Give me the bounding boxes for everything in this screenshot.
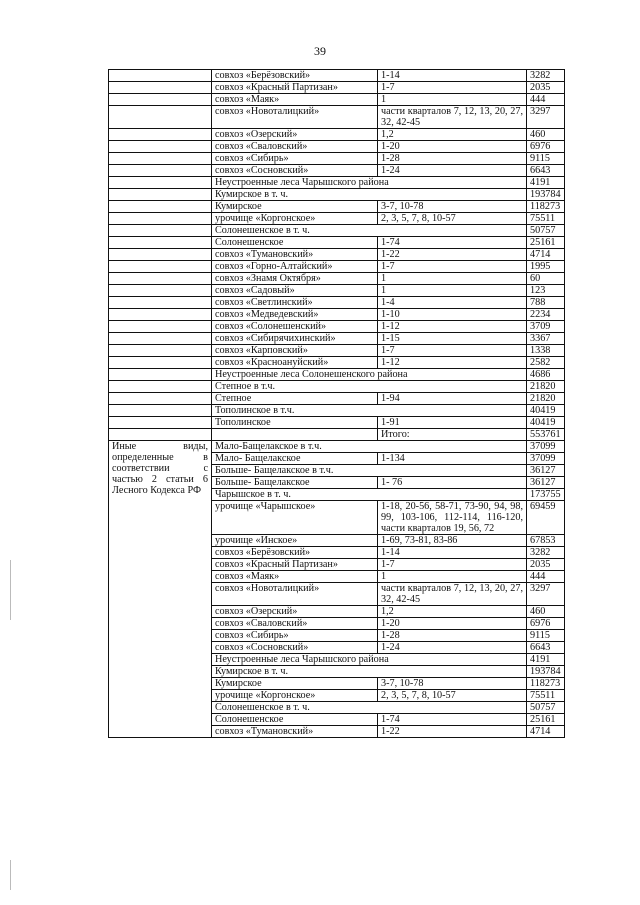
area-cell: 193784 [527,189,565,201]
quarters-cell: 1- 76 [378,477,527,489]
quarters-cell: 1-74 [378,714,527,726]
category-cell [109,261,212,273]
category-cell [109,405,212,417]
table-row [109,357,565,369]
area-cell: 75511 [527,213,565,225]
forest-name-cell: совхоз «Сибирь» [212,630,378,642]
category-cell [109,70,212,82]
area-cell: 50757 [527,225,565,237]
quarters-cell: части кварталов 7, 12, 13, 20, 27, 32, 42-45 [378,106,527,129]
area-cell: 2035 [527,82,565,94]
category-cell [109,417,212,429]
area-cell: 1338 [527,345,565,357]
forest-name-cell: совхоз «Маяк» [212,571,378,583]
table-row [109,82,565,94]
category-cell [109,177,212,189]
quarters-cell: 1 [378,94,527,106]
quarters-cell: 1-15 [378,333,527,345]
table-row [109,189,565,201]
forest-name-cell: совхоз «Сваловский» [212,618,378,630]
quarters-cell: 1-74 [378,237,527,249]
area-cell: 9115 [527,630,565,642]
area-cell: 3297 [527,583,565,606]
forest-name-cell: совхоз «Красноануйский» [212,357,378,369]
quarters-cell: 1-20 [378,141,527,153]
area-cell: 460 [527,129,565,141]
table-row [109,177,565,189]
table-row [109,225,565,237]
quarters-cell: 1-10 [378,309,527,321]
forest-name-cell: совхоз «Сибирячихинский» [212,333,378,345]
forest-name-cell: совхоз «Сваловский» [212,141,378,153]
category-cell [109,357,212,369]
category-cell [109,94,212,106]
forest-name-cell: совхоз «Садовый» [212,285,378,297]
table-row [109,70,565,82]
forest-name-cell: Кумирское в т. ч. [212,666,527,678]
category-cell [109,333,212,345]
forest-name-cell: Чарышское в т. ч. [212,489,527,501]
area-cell: 40419 [527,405,565,417]
forest-name-cell: совхоз «Озерский» [212,606,378,618]
area-cell: 1995 [527,261,565,273]
forest-name-cell: Неустроенные леса Чарышского района [212,654,527,666]
forest-name-cell: совхоз «Тумановский» [212,249,378,261]
forest-name-cell: совхоз «Озерский» [212,129,378,141]
table-row [109,393,565,405]
area-cell: 553761 [527,429,565,441]
quarters-cell: 1-22 [378,249,527,261]
area-cell: 21820 [527,381,565,393]
quarters-cell: 1-7 [378,261,527,273]
category-cell [109,273,212,285]
forest-name-cell: Кумирское [212,201,378,213]
quarters-cell: 1-91 [378,417,527,429]
table-row [109,153,565,165]
quarters-cell: 1-7 [378,345,527,357]
area-cell: 6643 [527,165,565,177]
table-row [109,201,565,213]
forest-name-cell: урочище «Инское» [212,535,378,547]
forest-name-cell: совхоз «Красный Партизан» [212,82,378,94]
table-row [109,345,565,357]
table-row [109,321,565,333]
category-cell [109,82,212,94]
area-cell: 193784 [527,666,565,678]
table-row [109,273,565,285]
forest-name-cell: урочище «Коргонское» [212,690,378,702]
area-cell: 3297 [527,106,565,129]
area-cell: 444 [527,94,565,106]
area-cell: 123 [527,285,565,297]
table-row [109,441,565,453]
table-row [109,297,565,309]
category-cell [109,213,212,225]
area-cell: 3282 [527,547,565,559]
forest-name-cell: Солонешенское [212,237,378,249]
quarters-cell: 1-7 [378,82,527,94]
quarters-cell: 1-24 [378,165,527,177]
area-cell: 173755 [527,489,565,501]
area-cell: 118273 [527,201,565,213]
category-cell [109,345,212,357]
category-cell [109,309,212,321]
category-cell [109,369,212,381]
scan-artifact [10,560,11,620]
area-cell: 118273 [527,678,565,690]
table-row [109,213,565,225]
forest-name-cell: совхоз «Медведевский» [212,309,378,321]
area-cell: 40419 [527,417,565,429]
forest-name-cell: Солонешенское в т. ч. [212,702,527,714]
forest-name-cell: Больше- Бащелакское [212,477,378,489]
category-cell [109,141,212,153]
category-cell [109,297,212,309]
forest-name-cell: Степное [212,393,378,405]
forest-name-cell: Солонешенское в т. ч. [212,225,527,237]
category-cell [109,321,212,333]
forest-table [108,69,565,738]
category-cell [109,285,212,297]
quarters-cell: 1-14 [378,547,527,559]
area-cell: 2234 [527,309,565,321]
quarters-cell: Итого: [378,429,527,441]
quarters-cell: 1-14 [378,70,527,82]
area-cell: 3282 [527,70,565,82]
table-row [109,285,565,297]
area-cell: 3367 [527,333,565,345]
area-cell: 25161 [527,714,565,726]
area-cell: 36127 [527,465,565,477]
forest-name-cell [212,429,378,441]
quarters-cell: 1 [378,273,527,285]
table-row [109,106,565,129]
table-row [109,381,565,393]
area-cell: 9115 [527,153,565,165]
category-cell [109,129,212,141]
table-row [109,141,565,153]
table-row [109,369,565,381]
scan-artifact [10,860,11,890]
forest-name-cell: совхоз «Карповский» [212,345,378,357]
forest-name-cell: совхоз «Сосновский» [212,642,378,654]
quarters-cell: 1,2 [378,606,527,618]
area-cell: 788 [527,297,565,309]
forest-name-cell: Кумирское [212,678,378,690]
category-cell [109,165,212,177]
table-row [109,309,565,321]
quarters-cell: 1-69, 73-81, 83-86 [378,535,527,547]
quarters-cell: 1-12 [378,357,527,369]
forest-name-cell: совхоз «Сосновский» [212,165,378,177]
area-cell: 460 [527,606,565,618]
quarters-cell: 2, 3, 5, 7, 8, 10-57 [378,213,527,225]
forest-name-cell: Неустроенные леса Чарышского района [212,177,527,189]
forest-name-cell: урочище «Коргонское» [212,213,378,225]
table-row [109,237,565,249]
table-row [109,249,565,261]
quarters-cell: 3-7, 10-78 [378,201,527,213]
forest-name-cell: совхоз «Берёзовский» [212,547,378,559]
category-cell [109,106,212,129]
quarters-cell: 2, 3, 5, 7, 8, 10-57 [378,690,527,702]
table-row [109,333,565,345]
quarters-cell: 1-94 [378,393,527,405]
area-cell: 67853 [527,535,565,547]
forest-name-cell: совхоз «Знамя Октября» [212,273,378,285]
area-cell: 36127 [527,477,565,489]
area-cell: 4686 [527,369,565,381]
forest-name-cell: совхоз «Новоталицкий» [212,106,378,129]
forest-name-cell: Тополинское в т.ч. [212,405,527,417]
area-cell: 2035 [527,559,565,571]
category-cell [109,201,212,213]
forest-name-cell: совхоз «Тумановский» [212,726,378,738]
area-cell: 2582 [527,357,565,369]
forest-name-cell: Мало-Бащелакское в т.ч. [212,441,527,453]
area-cell: 3709 [527,321,565,333]
category-cell [109,429,212,441]
area-cell: 444 [527,571,565,583]
area-cell: 75511 [527,690,565,702]
forest-name-cell: совхоз «Красный Партизан» [212,559,378,571]
quarters-cell: 1-12 [378,321,527,333]
area-cell: 4191 [527,654,565,666]
forest-name-cell: совхоз «Солонешенский» [212,321,378,333]
quarters-cell: 1-4 [378,297,527,309]
forest-name-cell: совхоз «Сибирь» [212,153,378,165]
forest-name-cell: совхоз «Горно-Алтайский» [212,261,378,273]
page-number: 39 [314,44,326,58]
forest-name-cell: совхоз «Светлинский» [212,297,378,309]
quarters-cell: 3-7, 10-78 [378,678,527,690]
quarters-cell: 1-22 [378,726,527,738]
table-row [109,417,565,429]
quarters-cell: 1-20 [378,618,527,630]
forest-name-cell: совхоз «Маяк» [212,94,378,106]
quarters-cell: 1-7 [378,559,527,571]
forest-name-cell: Степное в т.ч. [212,381,527,393]
forest-name-cell: совхоз «Берёзовский» [212,70,378,82]
table-row [109,261,565,273]
quarters-cell: 1-24 [378,642,527,654]
table-row [109,165,565,177]
table-row [109,94,565,106]
forest-name-cell: Кумирское в т. ч. [212,189,527,201]
forest-name-cell: Солонешенское [212,714,378,726]
forest-name-cell: Тополинское [212,417,378,429]
area-cell: 37099 [527,441,565,453]
area-cell: 21820 [527,393,565,405]
area-cell: 60 [527,273,565,285]
area-cell: 4714 [527,726,565,738]
table-row [109,429,565,441]
table-row [109,405,565,417]
forest-name-cell: Мало- Бащелакское [212,453,378,465]
quarters-cell: 1-18, 20-56, 58-71, 73-90, 94, 98, 99, 103-106, 112-114, 116-120, части кварталов 19, 56, 72 [378,501,527,535]
category-cell [109,393,212,405]
category-cell: Иные виды, определенные в соответствии с частью 2 статьи 6 Лесного Кодекса РФ [109,441,212,738]
category-cell [109,237,212,249]
forest-name-cell: Больше- Бащелакское в т.ч. [212,465,527,477]
category-cell [109,189,212,201]
area-cell: 4191 [527,177,565,189]
category-cell [109,381,212,393]
quarters-cell: 1,2 [378,129,527,141]
forest-name-cell: урочище «Чарышское» [212,501,378,535]
quarters-cell: 1-134 [378,453,527,465]
area-cell: 6976 [527,141,565,153]
quarters-cell: 1 [378,285,527,297]
area-cell: 25161 [527,237,565,249]
quarters-cell: 1-28 [378,630,527,642]
area-cell: 50757 [527,702,565,714]
category-cell [109,225,212,237]
forest-name-cell: совхоз «Новоталицкий» [212,583,378,606]
area-cell: 6976 [527,618,565,630]
category-cell [109,153,212,165]
table-row [109,129,565,141]
quarters-cell: 1 [378,571,527,583]
area-cell: 4714 [527,249,565,261]
quarters-cell: части кварталов 7, 12, 13, 20, 27, 32, 42-45 [378,583,527,606]
quarters-cell: 1-28 [378,153,527,165]
area-cell: 69459 [527,501,565,535]
area-cell: 37099 [527,453,565,465]
forest-name-cell: Неустроенные леса Солонешенского района [212,369,527,381]
area-cell: 6643 [527,642,565,654]
category-cell [109,249,212,261]
